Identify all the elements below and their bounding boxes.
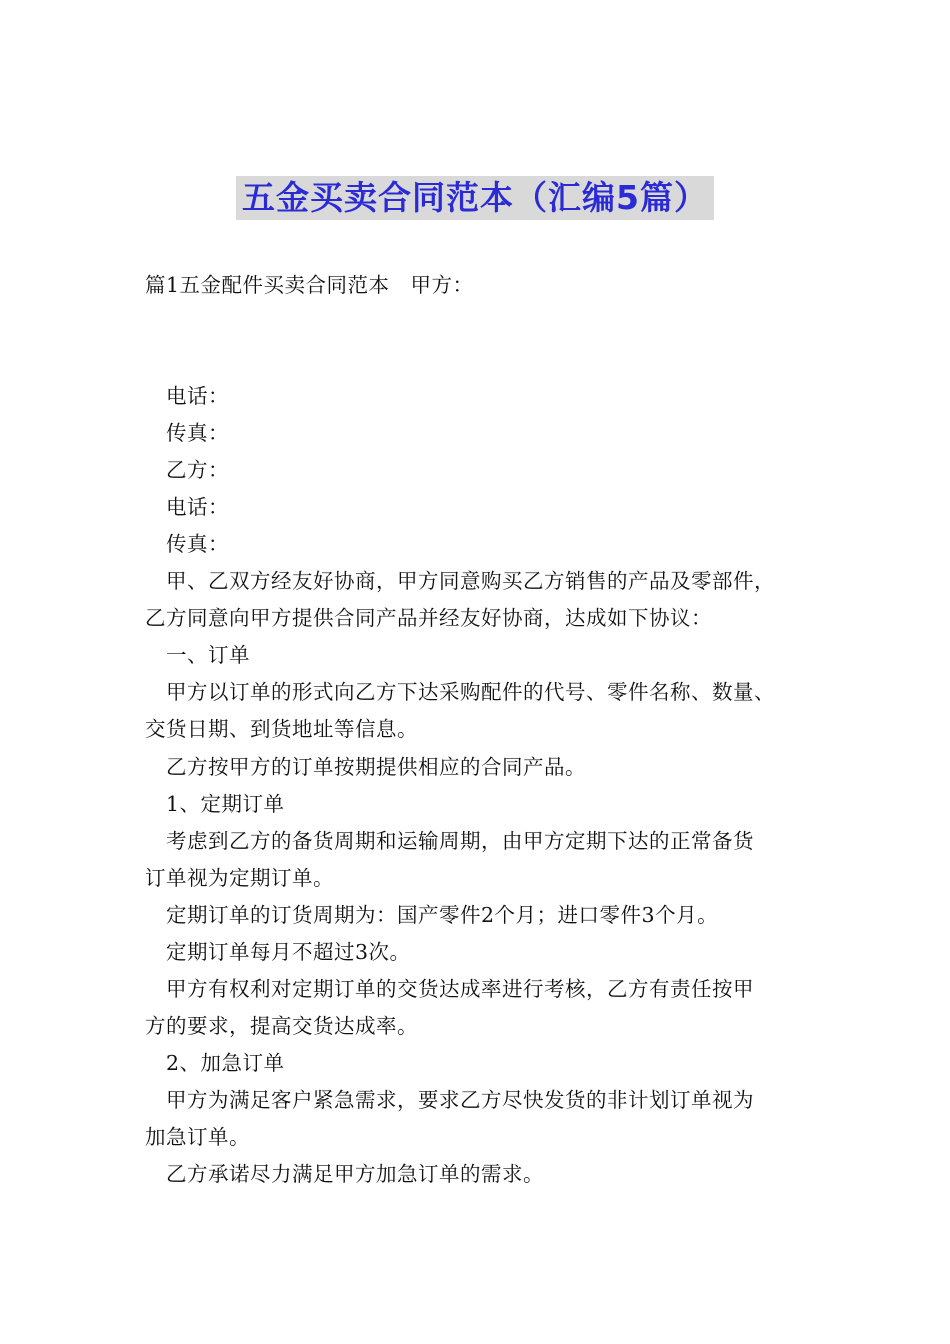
paragraph-line: 甲、乙双方经友好协商，甲方同意购买乙方销售的产品及零部件， [166,569,775,593]
paragraph-line: 定期订单的订货周期为：国产零件2个月；进口零件3个月。 [166,903,719,927]
party-a-phone-line: 电话： [166,384,229,408]
paragraph-line: 乙方承诺尽力满足甲方加急订单的需求。 [166,1162,544,1186]
party-b-phone-line: 电话： [166,495,229,519]
clause-heading: 2、加急订单 [166,1051,285,1075]
paragraph-line: 加急订单。 [145,1125,250,1149]
paragraph-line: 订单视为定期订单。 [145,866,334,890]
party-a-fax-line: 传真： [166,421,229,445]
paragraph-line: 乙方按甲方的订单按期提供相应的合同产品。 [166,755,586,779]
clause-heading: 一、订单 [166,643,250,667]
paragraph-line: 方的要求，提高交货达成率。 [145,1014,418,1038]
paragraph-line: 考虑到乙方的备货周期和运输周期，由甲方定期下达的正常备货 [166,829,754,853]
paragraph-line: 交货日期、到货地址等信息。 [145,717,418,741]
paragraph-line: 定期订单每月不超过3次。 [166,940,411,964]
party-b-fax-line: 传真： [166,532,229,556]
clause-heading: 1、定期订单 [166,792,285,816]
document-title: 五金买卖合同范本（汇编5篇） [236,176,714,220]
paragraph-line: 乙方同意向甲方提供合同产品并经友好协商，达成如下协议： [145,606,712,630]
paragraph-line: 甲方为满足客户紧急需求，要求乙方尽快发货的非计划订单视为 [166,1088,754,1112]
party-b-line: 乙方： [166,458,229,482]
section-heading-line: 篇1五金配件买卖合同范本 甲方： [145,273,474,297]
title-container [0,176,950,220]
paragraph-line: 甲方有权利对定期订单的交货达成率进行考核，乙方有责任按甲 [166,977,754,1001]
paragraph-line: 甲方以订单的形式向乙方下达采购配件的代号、零件名称、数量、 [166,680,775,704]
